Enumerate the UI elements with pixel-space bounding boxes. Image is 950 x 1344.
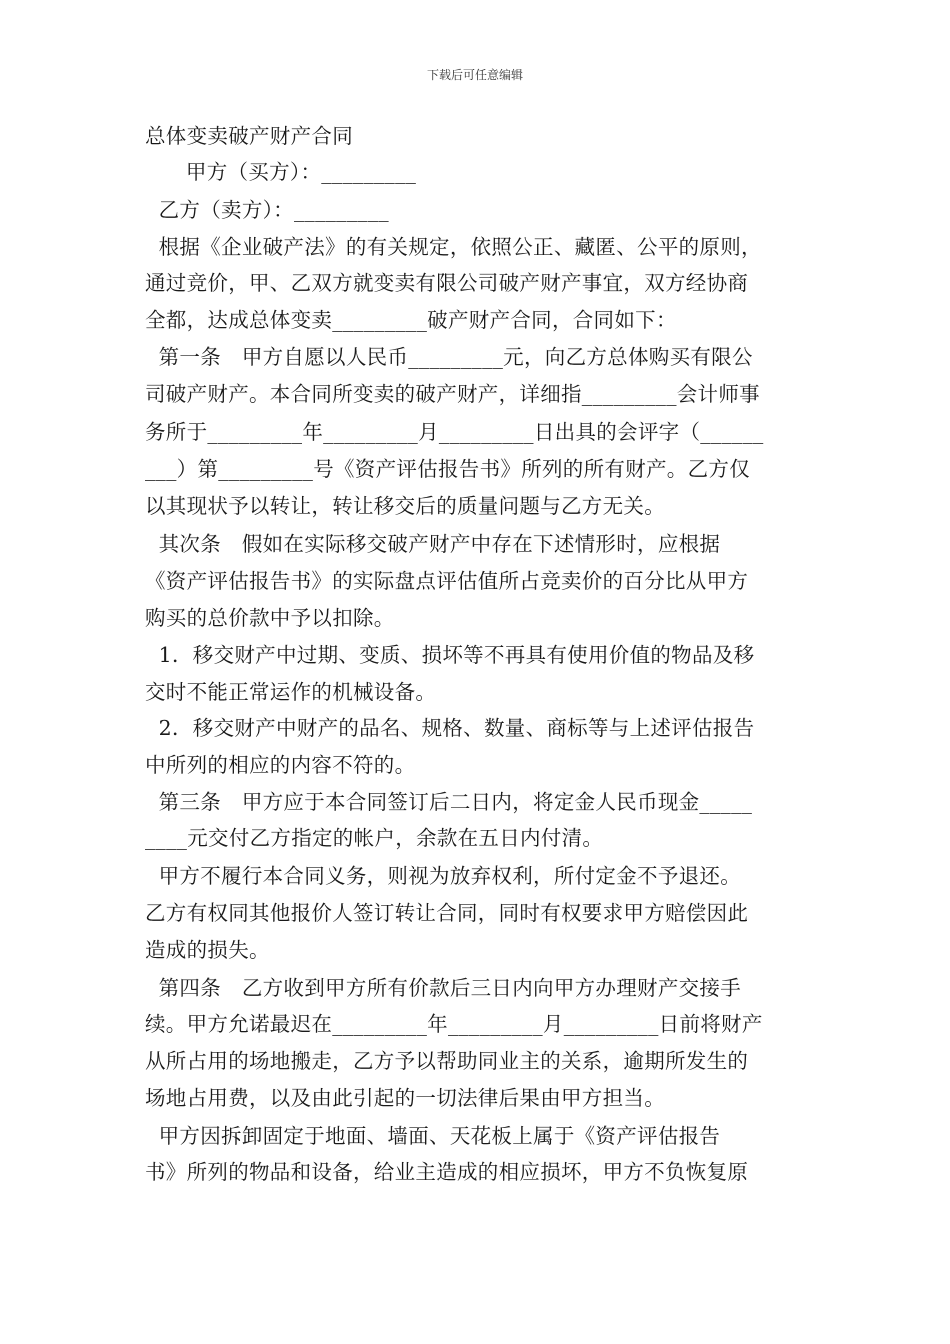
party-b-line: 乙方（卖方）：_________ [145,198,389,222]
text-line: 第四条 乙方收到甲方所有价款后三日内向甲方办理财产交接手 [145,976,742,1000]
text-line: 第一条 甲方自愿以人民币_________元，向乙方总体购买有限公 [145,345,753,369]
text-line: 第三条 甲方应于本合同签订后二日内，将定金人民币现金_____ [145,790,753,814]
document-title: 总体变卖破产财产合同 [145,124,353,148]
text-line: 甲方因拆卸固定于地面、墙面、天花板上属于《资产评估报告 [145,1124,721,1148]
text-line: 中所列的相应的内容不符的。 [145,753,416,777]
text-line: 场地占用费，以及由此引起的一切法律后果由甲方担当。 [145,1086,665,1110]
header-note: 下载后可任意编辑 [426,68,523,82]
text-line: 《资产评估报告书》的实际盘点评估值所占竞卖价的百分比从甲方 [145,569,749,593]
text-line: 全都，达成总体变卖_________破产财产合同，合同如下： [145,308,677,332]
text-line: 造成的损失。 [145,938,270,962]
text-line: 购买的总价款中予以扣除。 [145,606,395,630]
text-line: 其次条 假如在实际移交破产财产中存在下述情形时，应根据 [145,532,721,556]
text-line: 1．移交财产中过期、变质、损坏等不再具有使用价值的物品及移 [145,643,755,667]
text-line: 务所于_________年_________月_________日出具的会评字（______ [145,420,764,444]
text-line: 乙方有权同其他报价人签订转让合同，同时有权要求甲方赔偿因此 [145,901,749,925]
text-line: ____元交付乙方指定的帐户，余款在五日内付清。 [145,826,604,850]
text-line: 甲方不履行本合同义务，则视为放弃权利，所付定金不予退还。 [145,864,742,888]
text-line: 通过竞价，甲、乙双方就变卖有限公司破产财产事宜，双方经协商 [145,271,749,295]
party-a-line: 甲方（买方）：_________ [145,160,417,184]
text-line: 根据《企业破产法》的有关规定，依照公正、藏匿、公平的原则， [145,235,762,259]
text-line: 以其现状予以转让，转让移交后的质量问题与乙方无关。 [145,494,665,518]
text-line: 书》所列的物品和设备，给业主造成的相应损坏，甲方不负恢复原 [145,1160,749,1184]
text-line: 续。甲方允诺最迟在_________年_________月_________日前将财产 [145,1012,763,1036]
text-line: 交时不能正常运作的机械设备。 [145,680,437,704]
text-line: 2．移交财产中财产的品名、规格、数量、商标等与上述评估报告 [145,716,755,740]
text-line: ___）第_________号《资产评估报告书》所列的所有财产。乙方仅 [145,457,750,481]
text-line: 从所占用的场地搬走，乙方予以帮助同业主的关系，逾期所发生的 [145,1049,749,1073]
text-line: 司破产财产。本合同所变卖的破产财产，详细指_________会计师事 [145,382,760,406]
